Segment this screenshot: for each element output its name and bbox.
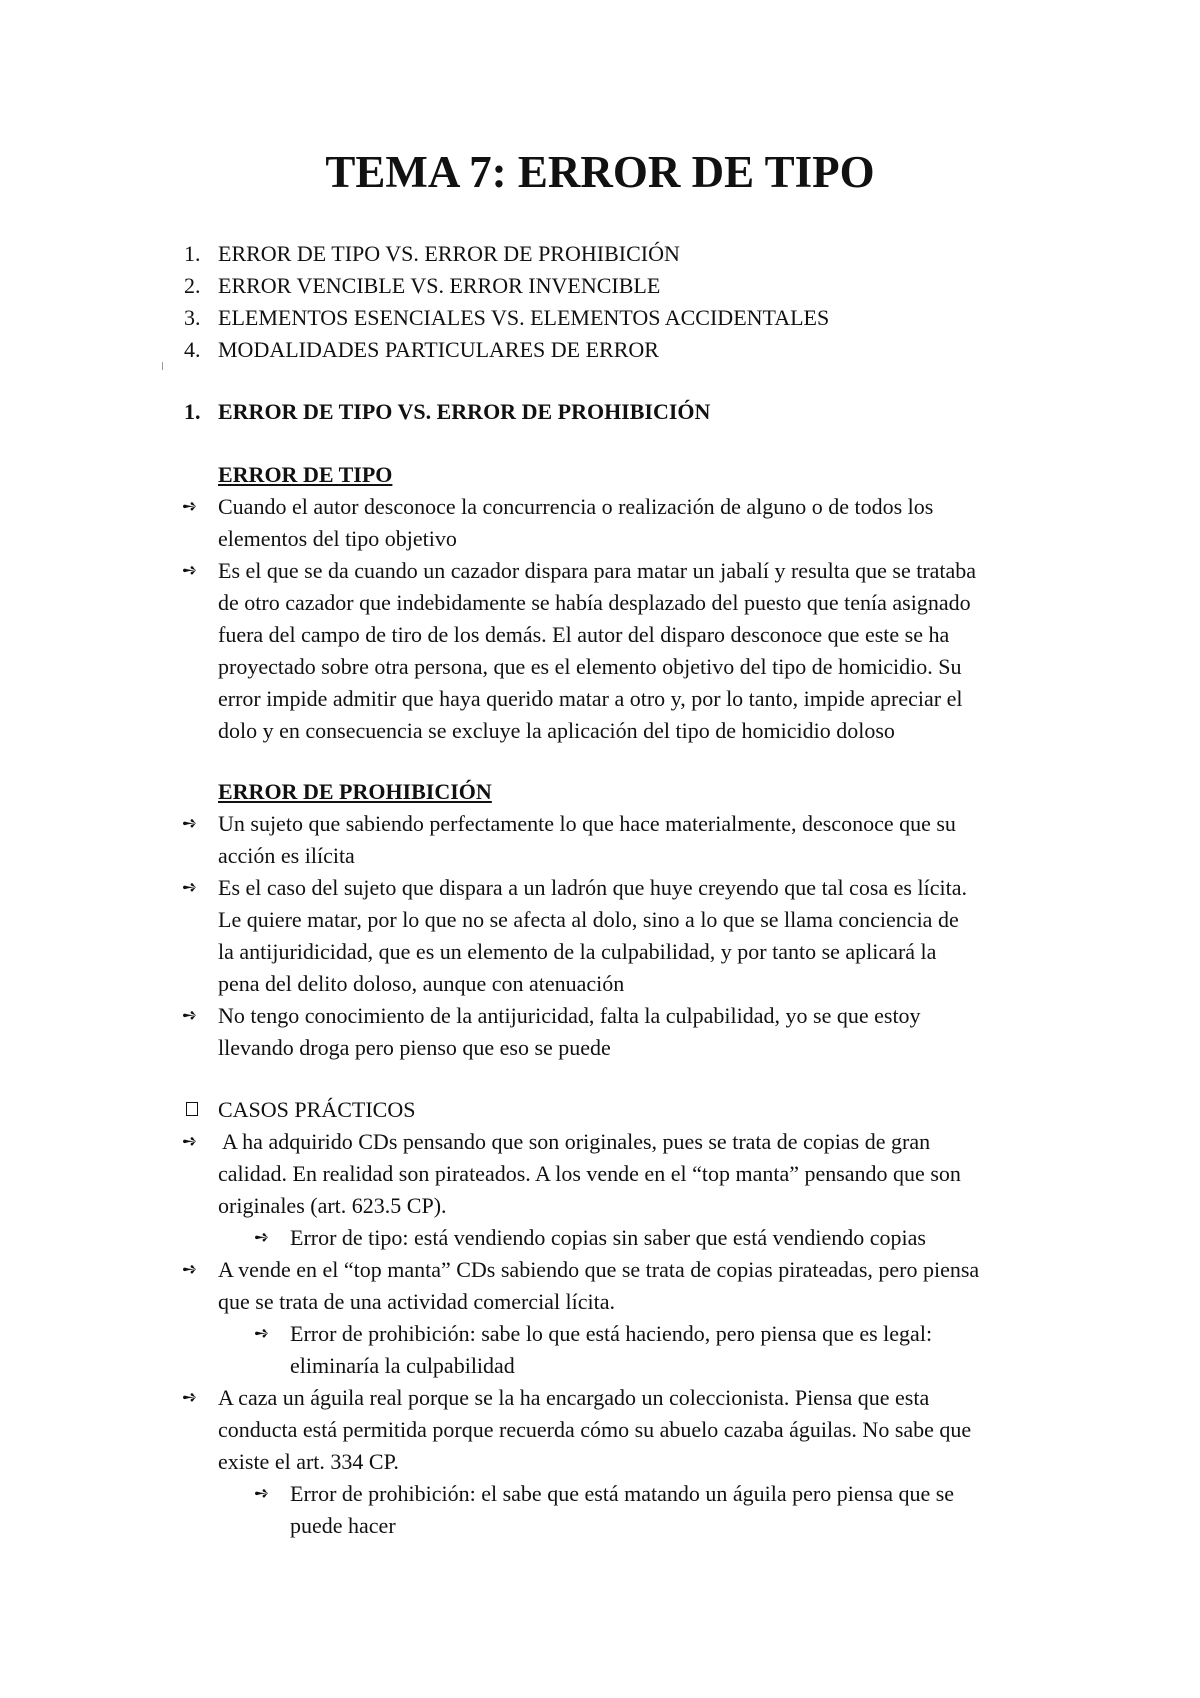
case-line: originales (art. 623.5 CP).: [218, 1193, 447, 1218]
case-sub-line: Error de prohibición: el sabe que está matando un águila pero piensa que se: [290, 1481, 955, 1506]
bullet-line: Es el caso del sujeto que dispara a un ladrón que huye creyendo que tal cosa es lícita.: [218, 875, 967, 900]
case-sub-line: Error de tipo: está vendiendo copias sin saber que está vendiendo copias: [290, 1225, 926, 1250]
bullet-line: la antijuridicidad, que es un elemento de la culpabilidad, y por tanto se aplicará la: [218, 939, 937, 964]
subheading-error-prohibicion: ERROR DE PROHIBICIÓN: [218, 779, 492, 804]
toc-number: 3.: [184, 305, 201, 330]
arrow-bullet-icon: ➺: [182, 560, 198, 581]
toc-number: 4.: [184, 337, 201, 362]
case-line: calidad. En realidad son pirateados. A los vende en el “top manta” pensando que son: [218, 1161, 961, 1186]
bullet-line: No tengo conocimiento de la antijuricidad, falta la culpabilidad, yo se que estoy: [218, 1003, 921, 1028]
arrow-bullet-icon: ➺: [254, 1483, 270, 1504]
case-line: existe el art. 334 CP.: [218, 1449, 399, 1474]
arrow-bullet-icon: ➺: [182, 1259, 198, 1280]
bullet-line: Le quiere matar, por lo que no se afecta al dolo, sino a lo que se llama conciencia de: [218, 907, 959, 932]
toc-item: ERROR DE TIPO VS. ERROR DE PROHIBICIÓN: [218, 241, 680, 266]
case-line: conducta está permitida porque recuerda cómo su abuelo cazaba águilas. No sabe que: [218, 1417, 972, 1442]
bullet-line: acción es ilícita: [218, 843, 355, 868]
arrow-bullet-icon: ➺: [182, 813, 198, 834]
bullet-line: proyectado sobre otra persona, que es el elemento objetivo del tipo de homicidio. Su: [218, 654, 962, 679]
arrow-bullet-icon: ➺: [182, 496, 198, 517]
bullet-line: de otro cazador que indebidamente se había desplazado del puesto que tenía asignado: [218, 590, 971, 615]
bullet-line: elementos del tipo objetivo: [218, 526, 457, 551]
case-line: A ha adquirido CDs pensando que son originales, pues se trata de copias de gran: [222, 1129, 931, 1154]
subheading-error-tipo: ERROR DE TIPO: [218, 462, 393, 487]
bullet-line: Un sujeto que sabiendo perfectamente lo que hace materialmente, desconoce que su: [218, 811, 956, 836]
stray-mark: [162, 362, 163, 370]
bullet-line: pena del delito doloso, aunque con atenuación: [218, 971, 625, 996]
arrow-bullet-icon: ➺: [182, 1005, 198, 1026]
section-number: 1.: [184, 399, 201, 424]
casos-heading: CASOS PRÁCTICOS: [218, 1097, 416, 1122]
arrow-bullet-icon: ➺: [182, 1131, 198, 1152]
bullet-line: Es el que se da cuando un cazador dispara para matar un jabalí y resulta que se trataba: [218, 558, 977, 583]
case-line: A caza un águila real porque se la ha encargado un coleccionista. Piensa que esta: [218, 1385, 930, 1410]
arrow-bullet-icon: ➺: [182, 1387, 198, 1408]
bullet-line: dolo y en consecuencia se excluye la aplicación del tipo de homicidio doloso: [218, 718, 895, 743]
arrow-bullet-icon: ➺: [182, 877, 198, 898]
case-sub-line: eliminaría la culpabilidad: [290, 1353, 515, 1378]
toc-item: ERROR VENCIBLE VS. ERROR INVENCIBLE: [218, 273, 661, 298]
case-sub-line: Error de prohibición: sabe lo que está haciendo, pero piensa que es legal:: [290, 1321, 933, 1346]
bullet-line: fuera del campo de tiro de los demás. El autor del disparo desconoce que este se ha: [218, 622, 950, 647]
toc-item: ELEMENTOS ESENCIALES VS. ELEMENTOS ACCIDENTALES: [218, 305, 830, 330]
checkbox-square-icon: [186, 1102, 198, 1116]
toc-number: 2.: [184, 273, 201, 298]
section-heading: ERROR DE TIPO VS. ERROR DE PROHIBICIÓN: [218, 399, 711, 424]
toc-item: MODALIDADES PARTICULARES DE ERROR: [218, 337, 659, 362]
arrow-bullet-icon: ➺: [254, 1323, 270, 1344]
case-sub-line: puede hacer: [290, 1513, 396, 1538]
case-line: que se trata de una actividad comercial lícita.: [218, 1289, 616, 1314]
case-line: A vende en el “top manta” CDs sabiendo que se trata de copias pirateadas, pero piensa: [218, 1257, 980, 1282]
toc-number: 1.: [184, 241, 201, 266]
arrow-bullet-icon: ➺: [254, 1227, 270, 1248]
bullet-line: llevando droga pero pienso que eso se puede: [218, 1035, 611, 1060]
page-title: TEMA 7: ERROR DE TIPO: [325, 147, 875, 197]
bullet-line: error impide admitir que haya querido matar a otro y, por lo tanto, impide apreciar el: [218, 686, 963, 711]
bullet-line: Cuando el autor desconoce la concurrencia o realización de alguno o de todos los: [218, 494, 934, 519]
